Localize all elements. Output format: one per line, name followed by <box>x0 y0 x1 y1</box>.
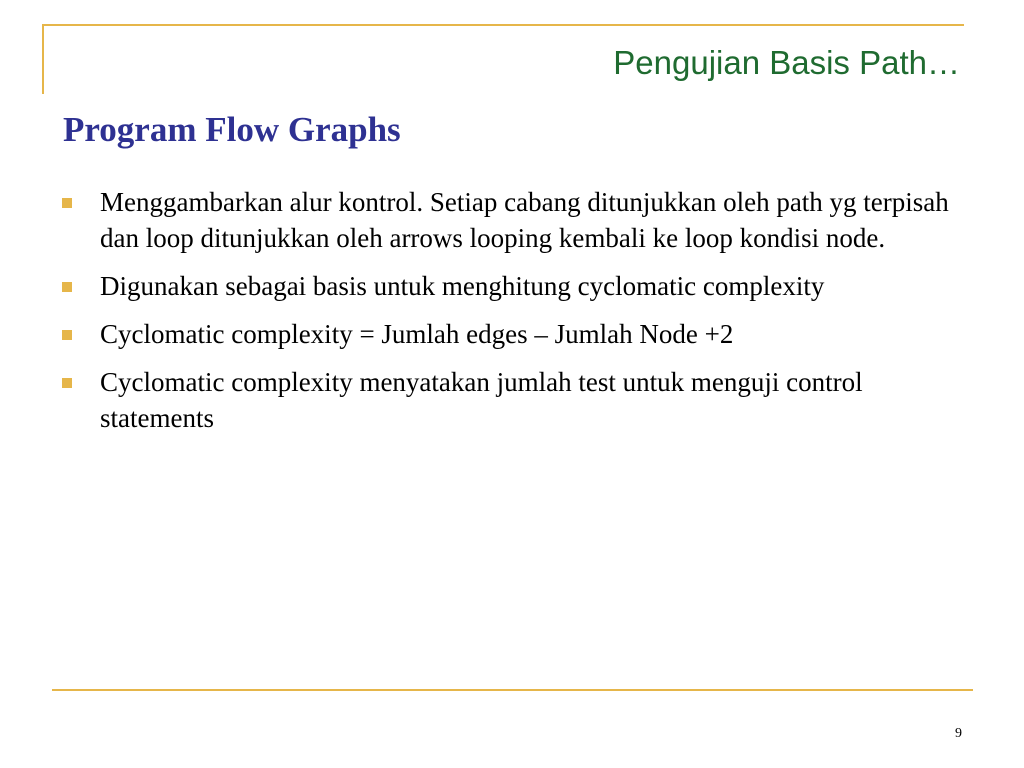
bullet-item <box>60 364 960 436</box>
bullet-item <box>60 184 960 256</box>
slide-subtitle: Program Flow Graphs <box>63 110 401 149</box>
frame-top-line <box>42 24 964 26</box>
square-bullet-icon <box>62 330 72 340</box>
bullet-text: Cyclomatic complexity = Jumlah edges – Jumlah Node +2 <box>100 319 734 349</box>
square-bullet-icon <box>62 198 72 208</box>
square-bullet-icon <box>62 378 72 388</box>
bullet-text: Cyclomatic complexity menyatakan jumlah test untuk menguji control statements <box>100 367 863 433</box>
slide-title: Pengujian Basis Path… <box>613 44 960 81</box>
frame-bottom-line <box>52 689 973 691</box>
bullet-text: Digunakan sebagai basis untuk menghitung cyclomatic complexity <box>100 271 825 301</box>
square-bullet-icon <box>62 282 72 292</box>
bullet-item <box>60 316 960 352</box>
bullet-item <box>60 268 960 304</box>
bullet-list <box>60 184 960 448</box>
bullet-text: Menggambarkan alur kontrol. Setiap cabang ditunjukkan oleh path yg terpisah dan loop ditunjukkan oleh arrows looping kembali ke loop kondisi node. <box>100 187 949 253</box>
frame-left-line <box>42 24 44 94</box>
page-number: 9 <box>955 726 962 741</box>
